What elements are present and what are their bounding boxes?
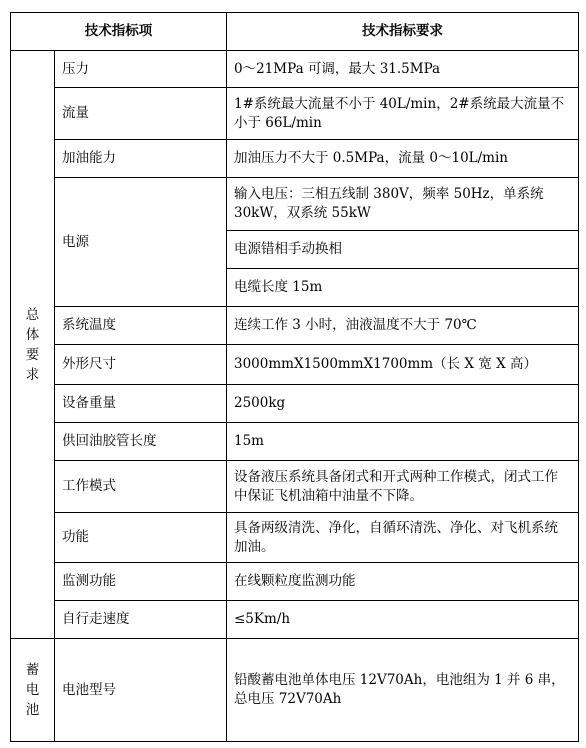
spec-item: 功能 bbox=[55, 513, 227, 563]
table-row bbox=[11, 461, 579, 513]
table-row bbox=[11, 639, 579, 742]
spec-requirement: 15m bbox=[227, 423, 579, 461]
table-row bbox=[11, 51, 579, 88]
spec-item: 监测功能 bbox=[55, 563, 227, 601]
spec-requirement: 3000mmX1500mmX1700mm（长 X 宽 X 高） bbox=[227, 345, 579, 385]
spec-item: 流量 bbox=[55, 88, 227, 140]
spec-item: 电源 bbox=[55, 178, 227, 307]
spec-requirement: ≤5Km/h bbox=[227, 601, 579, 639]
spec-item: 外形尺寸 bbox=[55, 345, 227, 385]
table-row bbox=[11, 423, 579, 461]
spec-item: 压力 bbox=[55, 51, 227, 88]
table-row bbox=[11, 513, 579, 563]
spec-table bbox=[10, 12, 579, 742]
table-row bbox=[11, 385, 579, 423]
spec-item: 加油能力 bbox=[55, 140, 227, 178]
spec-requirement: 输入电压：三相五线制 380V，频率 50Hz，单系统 30kW，双系统 55kW bbox=[227, 178, 579, 231]
spec-requirement: 连续工作 3 小时，油液温度不大于 70℃ bbox=[227, 307, 579, 345]
spec-requirement: 具备两级清洗、净化，自循环清洗、净化、对飞机系统加油。 bbox=[227, 513, 579, 563]
spec-requirement: 加油压力不大于 0.5MPa，流量 0～10L/min bbox=[227, 140, 579, 178]
spec-item: 设备重量 bbox=[55, 385, 227, 423]
table-row bbox=[11, 307, 579, 345]
spec-requirement: 2500kg bbox=[227, 385, 579, 423]
spec-requirement: 设备液压系统具备闭式和开式两种工作模式，闭式工作中保证飞机油箱中油量不下降。 bbox=[227, 461, 579, 513]
table-row bbox=[11, 88, 579, 140]
table-row bbox=[11, 140, 579, 178]
table-row bbox=[11, 345, 579, 385]
header-item: 技术指标项 bbox=[11, 13, 227, 51]
header-requirement: 技术指标要求 bbox=[227, 13, 579, 51]
spec-requirement: 电缆长度 15m bbox=[227, 269, 579, 307]
header-row bbox=[11, 13, 579, 51]
spec-item: 自行走速度 bbox=[55, 601, 227, 639]
spec-requirement: 在线颗粒度监测功能 bbox=[227, 563, 579, 601]
spec-requirement: 0～21MPa 可调，最大 31.5MPa bbox=[227, 51, 579, 88]
spec-requirement: 电源错相手动换相 bbox=[227, 231, 579, 269]
table-row bbox=[11, 563, 579, 601]
spec-requirement: 1#系统最大流量不小于 40L/min，2#系统最大流量不小于 66L/min bbox=[227, 88, 579, 140]
spec-item: 供回油胶管长度 bbox=[55, 423, 227, 461]
group-label: 总体要求 bbox=[11, 51, 55, 639]
group-label: 蓄电池 bbox=[11, 639, 55, 742]
spec-requirement: 铅酸蓄电池单体电压 12V70Ah，电池组为 1 并 6 串，总电压 72V70Ah bbox=[227, 639, 579, 742]
spec-item: 电池型号 bbox=[55, 639, 227, 742]
spec-item: 工作模式 bbox=[55, 461, 227, 513]
spec-item: 系统温度 bbox=[55, 307, 227, 345]
table-row bbox=[11, 178, 579, 231]
table-row bbox=[11, 601, 579, 639]
